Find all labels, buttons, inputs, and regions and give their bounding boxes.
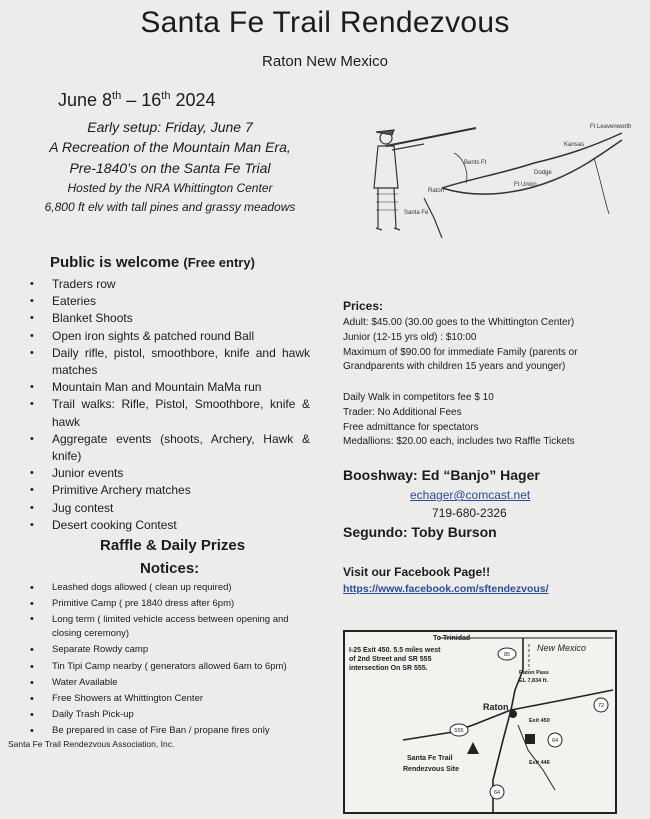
early-setup: Early setup: Friday, June 7 — [87, 119, 253, 135]
label-exit-text-3: intersection On SR 555. — [349, 665, 428, 672]
label-site-1: Santa Fe Trail — [407, 755, 453, 762]
fee-line: Daily Walk in competitors fee $ 10 — [343, 392, 494, 403]
dates-start-suffix: th — [112, 90, 122, 102]
event-dates — [58, 90, 216, 111]
dates-start: June 8 — [58, 90, 113, 110]
price-line: Adult: $45.00 (30.00 goes to the Whittington Center) — [343, 317, 575, 328]
recreation-line: A Recreation of the Mountain Man Era, — [49, 139, 291, 155]
list-item: • Be prepared in case of Fire Ban / propane fires only — [30, 723, 310, 739]
river-line-east — [594, 158, 609, 214]
fee-line: Free admittance for spectators — [343, 421, 479, 433]
association-footer: Santa Fe Trail Rendezvous Association, Inc. — [8, 739, 175, 749]
facebook-link[interactable]: https://www.facebook.com/sftendezvous/ — [343, 583, 549, 595]
label-exit-text-1: I-25 Exit 450. 5.5 miles west — [349, 647, 441, 654]
list-item: • Mountain Man and Mountain MaMa run — [30, 379, 310, 396]
figure-arm-icon — [392, 144, 424, 150]
prices-heading: Prices: — [343, 299, 384, 313]
dates-separator: – 16 — [121, 90, 162, 110]
list-item: • Aggregate events (shoots, Archery, Hawk & knife) — [30, 431, 310, 465]
rifle-icon — [386, 128, 476, 146]
dates-year: 2024 — [170, 90, 216, 110]
label-to-trinidad: To Trinidad — [433, 635, 471, 642]
public-heading-text: Public is welcome — [50, 254, 180, 271]
shield-72-label: 72 — [597, 703, 605, 709]
road-map — [343, 630, 617, 814]
label-santa-fe: Santa Fe — [404, 210, 429, 216]
list-item: • Traders row — [30, 276, 310, 293]
label-raton: Raton — [483, 702, 509, 712]
list-item: • Tin Tipi Camp nearby ( generators allowed 6am to 6pm) — [30, 659, 310, 675]
figure-hat-icon — [376, 130, 394, 135]
page-title: Santa Fe Trail Rendezvous — [140, 6, 510, 39]
river-line — [454, 153, 467, 183]
label-site-2: Rendezvous Site — [403, 766, 460, 773]
raton-marker-icon — [509, 710, 517, 718]
list-item: • Blanket Shoots — [30, 310, 310, 327]
notices-list — [30, 580, 310, 740]
label-kansas: Kansas — [564, 142, 585, 148]
figure-body-icon — [374, 146, 398, 188]
interchange-marker-icon — [525, 734, 535, 744]
elevation-line: 6,800 ft elv with tall pines and grassy meadows — [44, 200, 296, 214]
fees-block — [343, 391, 623, 450]
booshway-contact: Booshway: Ed “Banjo” Hager — [343, 467, 540, 483]
label-exit-446: Exit 446 — [529, 760, 550, 766]
list-item: • Primitive Archery matches — [30, 482, 310, 499]
label-ft-union: Ft Union — [514, 182, 537, 188]
label-new-mexico: New Mexico — [537, 643, 587, 653]
shield-64-south-label: 64 — [493, 790, 501, 796]
price-line: Maximum of $90.00 for immediate Family (parents or — [343, 346, 578, 358]
label-exit-450: Exit 450 — [529, 718, 550, 724]
list-item: • Jug contest — [30, 500, 310, 517]
activities-list — [30, 276, 310, 534]
segundo-contact: Segundo: Toby Burson — [343, 524, 497, 540]
price-line: Grandparents with children 15 years and younger) — [343, 361, 566, 373]
shield-64-label: 64 — [551, 738, 559, 744]
list-item: • Junior events — [30, 465, 310, 482]
shield-85-label: 85 — [503, 652, 511, 658]
list-item: • Primitive Camp ( pre 1840 dress after 6pm) — [30, 596, 310, 612]
trail-line-santafe — [424, 198, 442, 238]
label-raton-pass: Raton Pass — [519, 670, 549, 676]
public-heading — [50, 254, 255, 271]
price-line: Junior (12-15 yrs old) : $10:00 — [343, 331, 477, 343]
shield-555-label: 555 — [454, 728, 464, 734]
label-exit-text-2: of 2nd Street and SR 555 — [349, 656, 432, 663]
list-item: • Water Available — [30, 675, 310, 691]
notices-heading: Notices: — [140, 560, 200, 577]
facebook-heading: Visit our Facebook Page!! — [343, 565, 491, 579]
trail-illustration — [364, 118, 632, 260]
list-item: • Daily rifle, pistol, smoothbore, knife and hawk matches — [30, 345, 310, 379]
phone-number: 719-680-2326 — [432, 506, 507, 520]
list-item: • Long term ( limited vehicle access between opening and closing ceremony) — [30, 612, 310, 642]
pre1840-line: Pre-1840’s on the Santa Fe Trial — [69, 160, 271, 176]
list-item: • Separate Rowdy camp — [30, 642, 310, 658]
label-bents-ft: Bents Ft — [464, 160, 487, 166]
list-item: • Desert cooking Contest — [30, 517, 310, 534]
fee-line: Medallions: $20.00 each, includes two Raffle Tickets — [343, 436, 575, 448]
list-item: • Free Showers at Whittington Center — [30, 691, 310, 707]
label-ft-leavenworth: Ft Leavenworth — [590, 124, 632, 130]
label-raton: Raton — [428, 188, 445, 194]
location-subtitle: Raton New Mexico — [262, 53, 388, 70]
fee-line: Trader: No Additional Fees — [343, 406, 462, 418]
dates-end-suffix: th — [161, 90, 171, 102]
label-raton-pass-elev: EL 7,834 ft. — [519, 678, 548, 684]
raffle-heading: Raffle & Daily Prizes — [100, 537, 246, 554]
list-item: • Trail walks: Rifle, Pistol, Smoothbore, knife & hawk — [30, 396, 310, 430]
prices-block — [343, 316, 623, 375]
email-link[interactable]: echager@comcast.net — [410, 488, 531, 502]
list-item: • Leashed dogs allowed ( clean up required) — [30, 580, 310, 596]
hosted-line: Hosted by the NRA Whittington Center — [67, 181, 273, 195]
list-item: • Open iron sights & patched round Ball — [30, 328, 310, 345]
list-item: • Eateries — [30, 293, 310, 310]
free-entry-text: (Free entry) — [183, 255, 255, 270]
list-item: • Daily Trash Pick-up — [30, 707, 310, 723]
label-dodge: Dodge — [534, 170, 552, 176]
